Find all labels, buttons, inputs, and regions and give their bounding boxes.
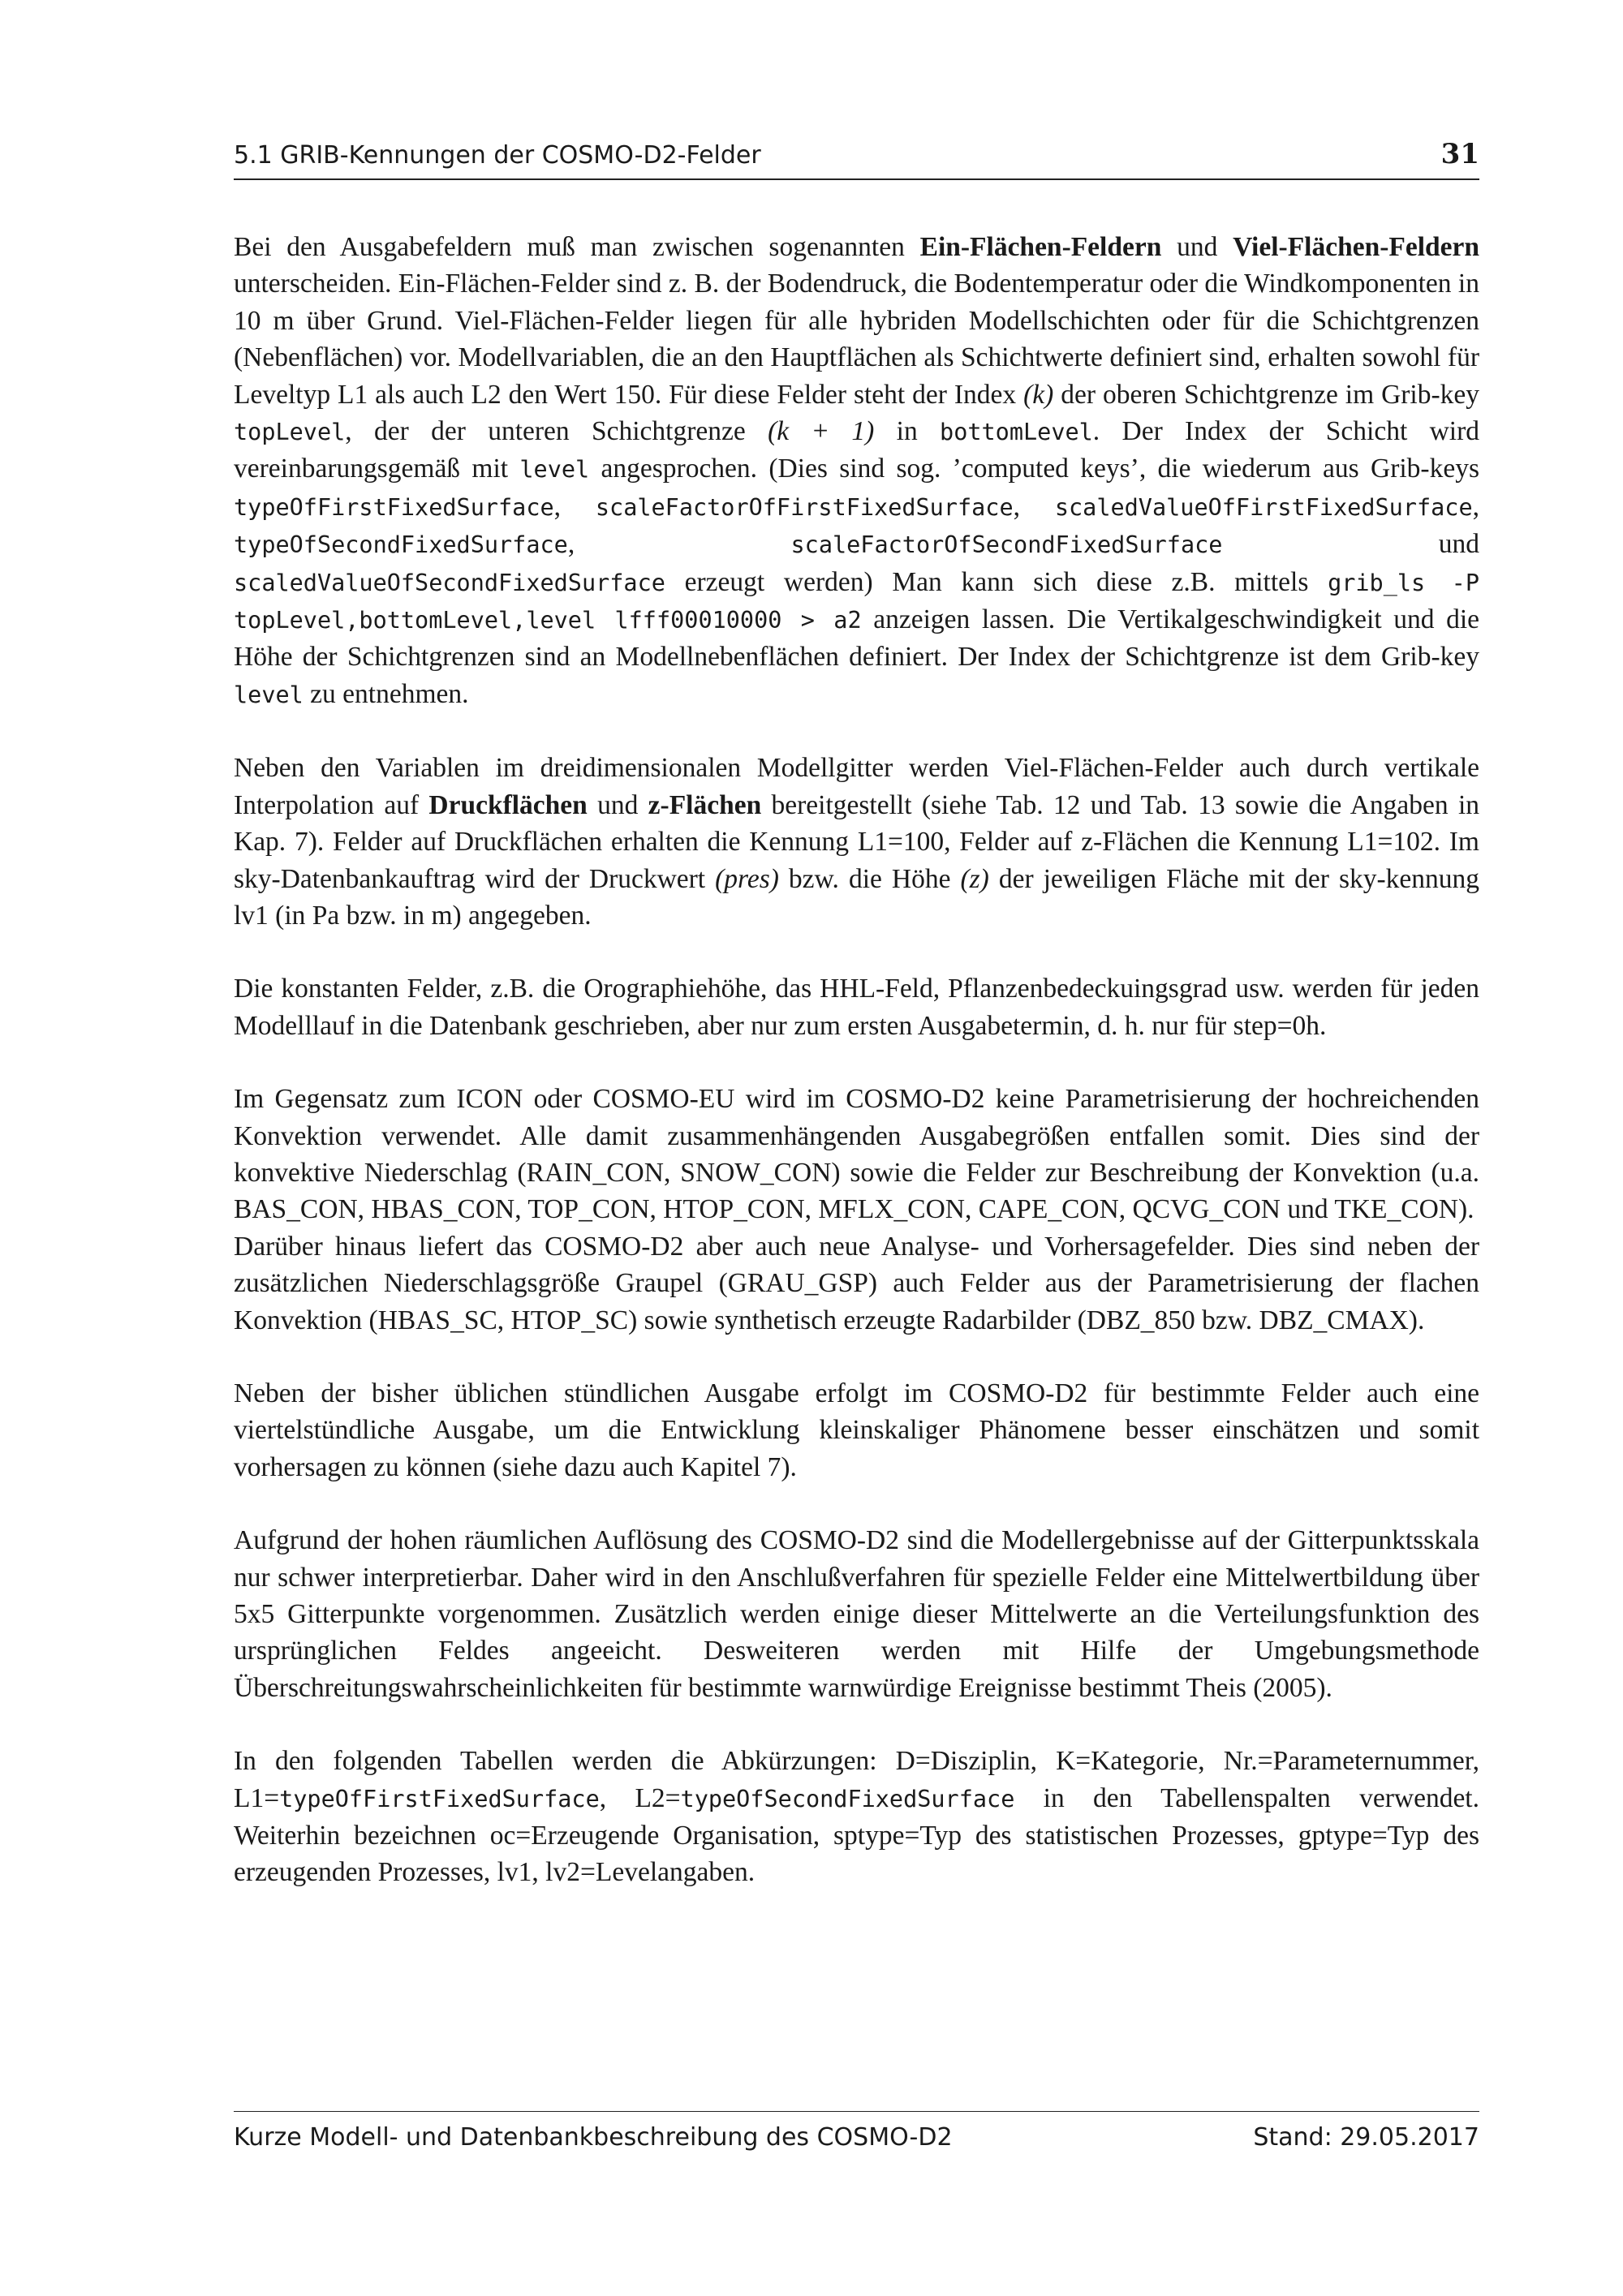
- paragraph-interpolation: [234, 750, 1479, 934]
- paragraph-convection: Im Gegensatz zum ICON oder COSMO-EU wird im COSMO-D2 keine Parametrisierung der hochreichenden Konvektion verwendet. Alle damit zusammenhängenden Ausgabegrößen entfallen somit. Dies sind der konvektive Niederschlag (RAIN_CON, SNOW_CON) sowie die Felder zur Beschreibung der Konvektion (u.a. BAS_CON, HBAS_CON, TOP_CON, HTOP_CON, MFLX_CON, CAPE_CON, QCVG_CON und TKE_CON).: [234, 1084, 1479, 1225]
- paragraph-level-types: [234, 229, 1479, 713]
- text-run: zu entnehmen.: [303, 678, 469, 709]
- code-term: scaledValueOfSecondFixedSurface: [234, 569, 665, 596]
- math-expression: (k + 1): [768, 416, 875, 447]
- code-term: scaleFactorOfFirstFixedSurface: [595, 493, 1014, 521]
- bold-term: Druckflächen: [428, 789, 588, 820]
- text-run: anzeigen lassen. Die Vertikalgeschwindigkeit und die Höhe der Schichtgrenzen sind an Modellnebenflächen definiert. Der Index der Schichtgrenze ist dem Grib-key: [234, 604, 1479, 673]
- code-command: grib_ls -P topLevel,bottomLevel,level lfff00010000 > a2: [234, 569, 1479, 634]
- footer-rule: [234, 2111, 1479, 2112]
- bold-term: z-Flächen: [648, 789, 762, 820]
- math-expression: (z): [960, 863, 989, 894]
- code-term: scaledValueOfFirstFixedSurface: [1054, 493, 1473, 521]
- bold-term: Ein-Flächen-Feldern: [919, 232, 1162, 262]
- page-number: 31: [1440, 138, 1479, 170]
- body-text: [234, 229, 1479, 1928]
- text-run: erzeugt werden) Man kann sich diese z.B. mittels: [665, 566, 1328, 597]
- footer-date: Stand: 29.05.2017: [1253, 2123, 1479, 2152]
- text-run: , L2=: [599, 1782, 681, 1813]
- text-run: bereitgestellt (siehe Tab. 12 und Tab. 13 sowie die Angaben in Kap. 7). Felder auf Druckflächen erhalten die Kennung L1=100, Felder auf z-Flächen die Kennung L1=102. Im sky-Datenbankauftrag wird der Druckwert: [234, 789, 1480, 894]
- text-run: der jeweiligen Fläche mit der sky-kennung lv1 (in Pa bzw. in m) angegeben.: [234, 863, 1480, 931]
- text-run: und: [1222, 529, 1480, 560]
- text-run: in den Tabellenspalten verwendet. Weiterhin bezeichnen oc=Erzeugende Organisation, sptype=Typ des statistischen Prozesses, gptype=Typ des erzeugenden Prozesses, lv1, lv2=Levelangaben.: [234, 1782, 1479, 1888]
- code-term: typeOfSecondFixedSurface: [680, 1785, 1015, 1812]
- text-run: und: [1161, 232, 1233, 262]
- paragraph-constant-fields: Die konstanten Felder, z.B. die Orographiehöhe, das HHL-Feld, Pflanzenbedeckuingsgrad usw. werden für jeden Modelllauf in die Datenbank geschrieben, aber nur zum ersten Ausgabetermin, d. h. nur für step=0h.: [234, 974, 1479, 1041]
- text-run: ,: [553, 491, 596, 522]
- code-term: level: [234, 681, 304, 708]
- running-header: [234, 136, 1479, 180]
- paragraph-new-fields: Darüber hinaus liefert das COSMO-D2 aber auch neue Analyse- und Vorhersagefelder. Dies sind neben der zusätzlichen Niederschlagsgröße Graupel (GRAU_GSP) auch Felder aus der Parametrisierung der flachen Konvektion (HBAS_SC, HTOP_SC) sowie synthetisch erzeugte Radarbilder (DBZ_850 bzw. DBZ_CMAX).: [234, 1231, 1479, 1335]
- code-term: bottomLevel: [940, 419, 1093, 446]
- math-expression: (k): [1023, 379, 1054, 410]
- paragraph-abbreviations: [234, 1743, 1479, 1891]
- code-term: typeOfFirstFixedSurface: [234, 493, 554, 521]
- text-run: der oberen Schichtgrenze im Grib-key: [1053, 379, 1480, 410]
- text-run: und: [587, 789, 648, 820]
- text-run: In den folgenden Tabellen werden die Abkürzungen: D=Disziplin, K=Kategorie, Nr.=Parameternummer, L1=: [234, 1746, 1479, 1813]
- text-run: unterscheiden. Ein-Flächen-Felder sind z. B. der Bodendruck, die Bodentemperatur oder die Windkomponenten in 10 m über Grund. Viel-Flächen-Felder liegen für alle hybriden Modellschichten oder für die Schichtgrenzen (Nebenflächen) vor. Modellvariablen, die an den Hauptflächen als Schichtwerte definiert sind, erhalten sowohl für Leveltyp L1 als auch L2 den Wert 150. Für diese Felder steht der Index: [234, 269, 1479, 410]
- text-run: angesprochen. (Dies sind sog. ’computed keys’, die wiederum aus Grib-keys: [589, 454, 1479, 484]
- footer-title: Kurze Modell- und Datenbankbeschreibung des COSMO-D2: [234, 2123, 953, 2152]
- code-term: topLevel: [234, 419, 346, 446]
- bold-term: Viel-Flächen-Feldern: [1233, 232, 1480, 262]
- text-run: Neben den Variablen im dreidimensionalen Modellgitter werden Viel-Flächen-Felder auch durch vertikale Interpolation auf: [234, 753, 1479, 820]
- text-run: Bei den Ausgabefeldern muß man zwischen sogenannten: [234, 232, 920, 262]
- math-expression: (pres): [715, 863, 779, 894]
- running-footer: [234, 2123, 1479, 2156]
- text-run: ,: [1472, 491, 1479, 522]
- text-run: in: [874, 416, 941, 447]
- text-run: ,: [567, 529, 791, 560]
- section-title: 5.1 GRIB-Kennungen der COSMO-D2-Felder: [234, 141, 761, 170]
- text-run: bzw. die Höhe: [778, 863, 961, 894]
- code-term: level: [519, 456, 590, 484]
- code-term: typeOfSecondFixedSurface: [234, 531, 568, 559]
- paragraph-averaging: Aufgrund der hohen räumlichen Auflösung des COSMO-D2 sind die Modellergebnisse auf der Gitterpunktsskala nur schwer interpretierbar. Daher wird in den Anschlußverfahren für spezielle Felder eine Mittelwertbildung über 5x5 Gitterpunkte vorgenommen. Zusätzlich werden einige dieser Mittelwerte an die Verteilungsfunktion des ursprünglichen Feldes angeeicht. Desweiteren werden mit Hilfe der Umgebungsmethode Überschreitungswahrscheinlichkeiten für bestimmte warnwürdige Ereignisse bestimmt Theis (2005).: [234, 1525, 1479, 1703]
- text-run: ,: [1013, 491, 1055, 522]
- paragraph-quarter-hourly: Neben der bisher üblichen stündlichen Ausgabe erfolgt im COSMO-D2 für bestimmte Felder auch eine viertelstündliche Ausgabe, um die Entwicklung kleinskaliger Phänomene besser einschätzen und somit vorhersagen zu können (siehe dazu auch Kapitel 7).: [234, 1378, 1479, 1482]
- text-run: . Der Index der Schicht wird vereinbarungsgemäß mit: [234, 416, 1480, 484]
- code-term: typeOfFirstFixedSurface: [279, 1785, 600, 1812]
- text-run: , der der unteren Schichtgrenze: [345, 416, 768, 447]
- code-term: scaleFactorOfSecondFixedSurface: [790, 531, 1223, 559]
